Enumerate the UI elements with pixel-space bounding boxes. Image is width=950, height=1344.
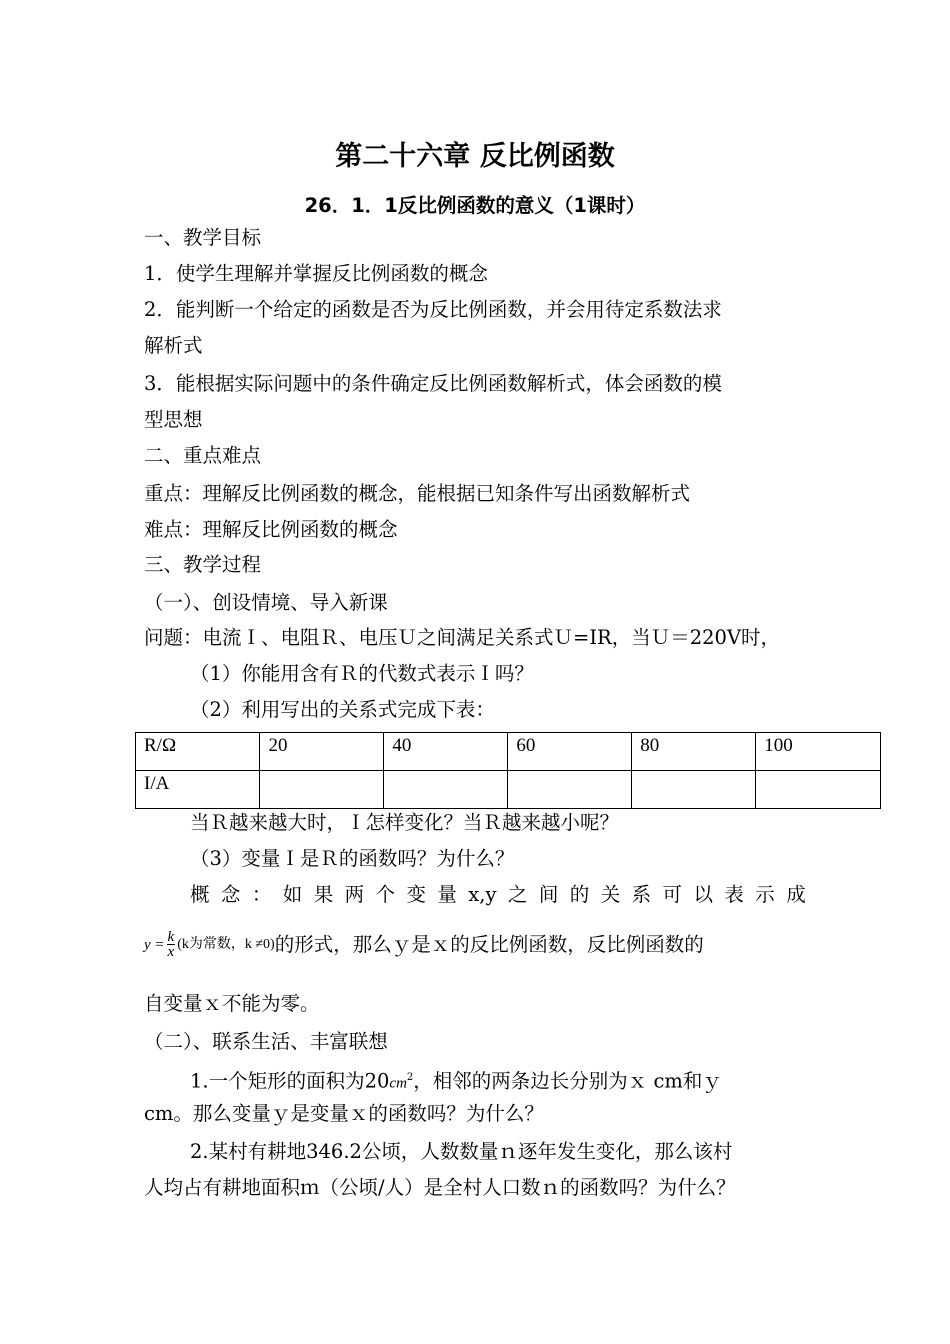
inverse-proportion-formula-line [144,930,704,959]
table-cell [260,771,384,809]
question-text: 问题：电流Ｉ、电阻Ｒ、电压Ｕ之间满足关系式Ｕ=IR，当Ｕ＝220V时， [144,626,781,649]
example-1-line-1 [190,1065,722,1097]
keypoints-heading: 二、重点难点 [144,444,262,467]
formula-denominator: x [167,944,175,960]
concept-word: ： [251,883,272,906]
concept-word: 示 [755,883,775,906]
example-1-line-2: cm。那么变量ｙ是变量ｘ的函数吗？为什么？ [144,1102,544,1125]
concept-end: 自变量ｘ不能为零。 [144,992,320,1015]
key-point: 重点：理解反比例函数的概念，能根据已知条件写出函数解析式 [144,482,691,505]
concept-word: 间 [538,883,559,906]
goal-item-1: 1．使学生理解并掌握反比例函数的概念 [144,262,488,285]
concept-word: 的 [569,883,590,906]
concept-line [190,882,806,908]
table-cell: 40 [384,733,508,771]
area-unit-exponent: 2 [406,1072,414,1083]
concept-word: 两 [344,883,365,906]
example-2-line-2: 人均占有耕地面积ｍ（公顷/人）是全村人口数ｎ的函数吗？为什么？ [144,1176,736,1199]
table-cell [508,771,632,809]
table-cell [756,771,881,809]
concept-word: 念 [220,883,241,906]
concept-word: 个 [375,883,396,906]
concept-word: 变 [406,883,426,906]
formula-fraction [167,930,176,959]
question-3: （3）变量Ｉ是Ｒ的函数吗？为什么？ [190,847,515,870]
after-table-question: 当Ｒ越来越大时，Ｉ怎样变化？当Ｒ越来越小呢？ [190,811,620,834]
part2-heading: （二）、联系生活、丰富联想 [144,1030,388,1053]
formula-numerator: k [167,929,175,945]
concept-word: 表 [724,883,744,906]
example-1-text-a: 1.一个矩形的面积为20 [190,1069,390,1093]
concept-word: x,y [468,883,497,906]
process-heading: 三、教学过程 [144,553,262,576]
question-2: （2）利用写出的关系式完成下表： [190,698,495,721]
table-cell [384,771,508,809]
concept-word: 量 [437,883,457,906]
goal-item-2-line-1: 2．能判断一个给定的函数是否为反比例函数，并会用待定系数法求 [144,298,722,321]
table-cell: I/A [136,771,260,809]
table-cell: R/Ω [136,733,260,771]
concept-word: 之 [507,883,528,906]
table-cell: 20 [260,733,384,771]
concept-word: 系 [631,883,652,906]
table-cell: 60 [508,733,632,771]
formula-condition: (k为常数，k ≠0) [177,936,275,952]
concept-word: 成 [786,883,806,906]
concept-word: 以 [693,883,713,906]
difficulty-point: 难点：理解反比例函数的概念 [144,518,398,541]
table-cell: 80 [632,733,756,771]
formula-lhs: y = [144,936,165,953]
concept-word: 关 [600,883,621,906]
goal-item-3-line-2: 型思想 [144,408,203,431]
area-unit: cm [389,1075,407,1092]
example-2-line-1: 2.某村有耕地346.2公顷，人数数量ｎ逐年发生变化，那么该村 [190,1140,733,1163]
goal-item-3-line-1: 3．能根据实际问题中的条件确定反比例函数解析式，体会函数的模 [144,372,722,395]
question-1: （1）你能用含有Ｒ的代数式表示Ｉ吗？ [190,662,534,685]
concept-word: 如 [282,883,303,906]
chapter-title: 第二十六章 反比例函数 [335,141,615,172]
example-1-text-b: ，相邻的两条边长分别为ｘ cm和ｙ [413,1069,722,1093]
concept-word: 果 [313,883,334,906]
table-row [136,733,881,771]
concept-word: 可 [662,883,683,906]
concept-rest: 的形式，那么ｙ是ｘ的反比例函数，反比例函数的 [274,932,704,956]
goals-heading: 一、教学目标 [144,226,262,249]
section-title: 26．1．1反比例函数的意义（1课时） [304,194,646,217]
concept-word: 概 [190,883,210,906]
table-cell [632,771,756,809]
part1-heading: （一）、创设情境、导入新课 [144,591,388,614]
table-cell: 100 [756,733,881,771]
goal-item-2-line-2: 解析式 [144,334,203,357]
table-row [136,771,881,809]
resistance-current-table [135,732,881,809]
inverse-proportion-formula [144,930,275,959]
